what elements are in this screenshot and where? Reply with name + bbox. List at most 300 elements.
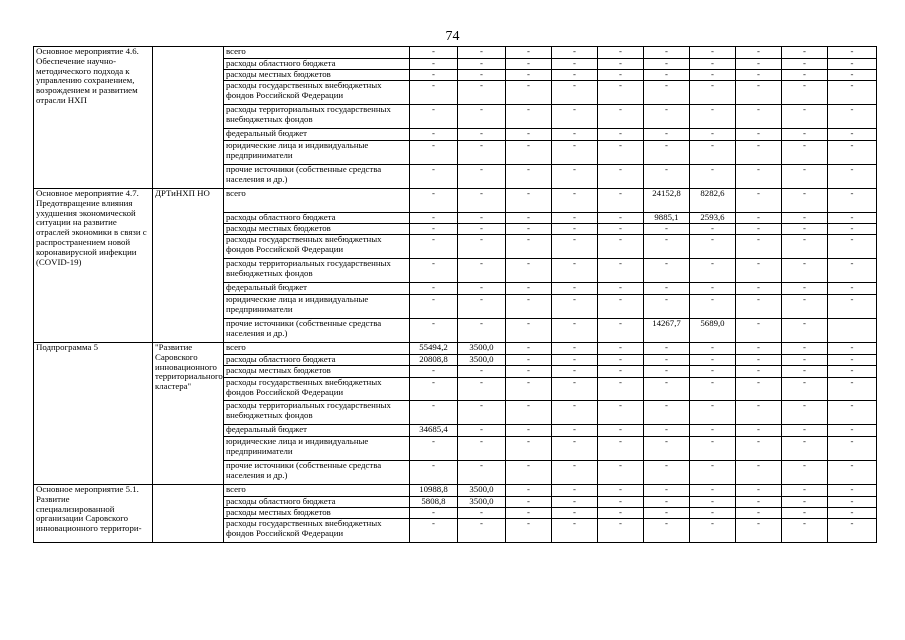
- value-cell: -: [458, 59, 506, 70]
- value-cell: -: [552, 224, 598, 235]
- value-cell: -: [598, 70, 644, 81]
- value-cell: -: [782, 295, 828, 319]
- value-cell: -: [552, 485, 598, 497]
- value-cell: -: [736, 47, 782, 59]
- funding-source: расходы государственных внебюджетных фондов Российской Федерации: [224, 378, 410, 401]
- value-cell: -: [828, 461, 877, 485]
- value-cell: -: [690, 283, 736, 295]
- funding-source: прочие источники (собственные средства населения и др.): [224, 165, 410, 189]
- measure-name: Основное мероприятие 5.1. Развитие специализированной организации Саровского инновационного территори-: [34, 485, 153, 543]
- value-cell: -: [552, 295, 598, 319]
- value-cell: -: [598, 47, 644, 59]
- value-cell: -: [598, 355, 644, 366]
- value-cell: -: [552, 235, 598, 259]
- value-cell: -: [552, 70, 598, 81]
- value-cell: -: [690, 259, 736, 283]
- value-cell: -: [644, 497, 690, 508]
- value-cell: -: [506, 283, 552, 295]
- funding-source: расходы территориальных государственных внебюджетных фондов: [224, 401, 410, 425]
- table-row: [34, 47, 877, 59]
- value-cell: -: [782, 319, 828, 343]
- funding-source: всего: [224, 189, 410, 213]
- value-cell: -: [410, 508, 458, 519]
- value-cell: -: [690, 485, 736, 497]
- value-cell: -: [782, 355, 828, 366]
- value-cell: -: [598, 259, 644, 283]
- value-cell: -: [782, 401, 828, 425]
- value-cell: -: [736, 235, 782, 259]
- value-cell: 5689,0: [690, 319, 736, 343]
- funding-source: федеральный бюджет: [224, 425, 410, 437]
- value-cell: -: [410, 213, 458, 224]
- value-cell: -: [598, 378, 644, 401]
- value-cell: -: [644, 165, 690, 189]
- value-cell: -: [690, 355, 736, 366]
- value-cell: 55494,2: [410, 343, 458, 355]
- value-cell: -: [782, 343, 828, 355]
- value-cell: -: [598, 319, 644, 343]
- value-cell: -: [506, 129, 552, 141]
- value-cell: -: [828, 437, 877, 461]
- value-cell: -: [552, 425, 598, 437]
- funding-source: всего: [224, 485, 410, 497]
- value-cell: -: [782, 425, 828, 437]
- value-cell: -: [552, 213, 598, 224]
- value-cell: -: [736, 213, 782, 224]
- value-cell: -: [690, 461, 736, 485]
- value-cell: -: [828, 343, 877, 355]
- value-cell: 8282,6: [690, 189, 736, 213]
- value-cell: -: [736, 485, 782, 497]
- value-cell: -: [828, 105, 877, 129]
- value-cell: -: [644, 519, 690, 543]
- value-cell: -: [644, 366, 690, 378]
- value-cell: -: [828, 283, 877, 295]
- value-cell: -: [598, 213, 644, 224]
- value-cell: 5808,8: [410, 497, 458, 508]
- value-cell: 9885,1: [644, 213, 690, 224]
- value-cell: [828, 319, 877, 343]
- value-cell: -: [506, 519, 552, 543]
- value-cell: -: [644, 437, 690, 461]
- table-row: [34, 189, 877, 213]
- value-cell: -: [458, 129, 506, 141]
- value-cell: -: [506, 105, 552, 129]
- value-cell: -: [736, 141, 782, 165]
- value-cell: -: [644, 378, 690, 401]
- value-cell: -: [828, 81, 877, 105]
- value-cell: -: [506, 319, 552, 343]
- value-cell: 10988,8: [410, 485, 458, 497]
- value-cell: -: [458, 401, 506, 425]
- funding-source: расходы областного бюджета: [224, 59, 410, 70]
- value-cell: -: [552, 378, 598, 401]
- value-cell: -: [828, 213, 877, 224]
- value-cell: -: [782, 366, 828, 378]
- value-cell: -: [410, 165, 458, 189]
- value-cell: -: [736, 295, 782, 319]
- funding-source: расходы областного бюджета: [224, 497, 410, 508]
- value-cell: -: [410, 378, 458, 401]
- funding-source: расходы территориальных государственных внебюджетных фондов: [224, 105, 410, 129]
- value-cell: -: [598, 437, 644, 461]
- value-cell: -: [598, 283, 644, 295]
- value-cell: -: [736, 319, 782, 343]
- value-cell: -: [828, 425, 877, 437]
- funding-source: прочие источники (собственные средства населения и др.): [224, 461, 410, 485]
- value-cell: -: [552, 519, 598, 543]
- value-cell: -: [736, 165, 782, 189]
- funding-source: расходы местных бюджетов: [224, 508, 410, 519]
- value-cell: -: [458, 235, 506, 259]
- value-cell: -: [506, 81, 552, 105]
- value-cell: -: [782, 508, 828, 519]
- value-cell: -: [506, 189, 552, 213]
- funding-source: расходы государственных внебюджетных фондов Российской Федерации: [224, 235, 410, 259]
- value-cell: -: [410, 70, 458, 81]
- funding-source: расходы государственных внебюджетных фондов Российской Федерации: [224, 81, 410, 105]
- measure-name: Основное мероприятие 4.7. Предотвращение влияния ухудшения экономической ситуации на развитие отраслей экономики в связи с распространением новой коронавирусной инфекции (COVID-19): [34, 189, 153, 343]
- value-cell: -: [598, 141, 644, 165]
- value-cell: -: [644, 105, 690, 129]
- value-cell: -: [644, 224, 690, 235]
- value-cell: -: [644, 81, 690, 105]
- funding-source: юридические лица и индивидуальные предприниматели: [224, 437, 410, 461]
- funding-source: федеральный бюджет: [224, 283, 410, 295]
- value-cell: -: [828, 235, 877, 259]
- responsible-executor: [153, 47, 224, 189]
- value-cell: -: [690, 437, 736, 461]
- value-cell: -: [506, 165, 552, 189]
- value-cell: -: [690, 378, 736, 401]
- value-cell: -: [410, 259, 458, 283]
- value-cell: -: [410, 295, 458, 319]
- value-cell: -: [598, 401, 644, 425]
- value-cell: -: [410, 283, 458, 295]
- value-cell: -: [552, 259, 598, 283]
- value-cell: -: [644, 47, 690, 59]
- value-cell: -: [736, 519, 782, 543]
- value-cell: -: [458, 519, 506, 543]
- value-cell: -: [644, 59, 690, 70]
- page-number: 74: [445, 29, 460, 44]
- funding-source: всего: [224, 343, 410, 355]
- value-cell: -: [410, 224, 458, 235]
- value-cell: -: [736, 224, 782, 235]
- value-cell: -: [782, 259, 828, 283]
- value-cell: -: [458, 295, 506, 319]
- value-cell: -: [410, 519, 458, 543]
- value-cell: -: [644, 259, 690, 283]
- value-cell: -: [782, 129, 828, 141]
- value-cell: -: [828, 485, 877, 497]
- value-cell: -: [506, 235, 552, 259]
- value-cell: -: [690, 165, 736, 189]
- value-cell: -: [552, 105, 598, 129]
- value-cell: -: [410, 401, 458, 425]
- value-cell: -: [736, 81, 782, 105]
- value-cell: -: [690, 235, 736, 259]
- funding-source: юридические лица и индивидуальные предприниматели: [224, 295, 410, 319]
- value-cell: -: [828, 141, 877, 165]
- value-cell: -: [458, 47, 506, 59]
- value-cell: -: [506, 497, 552, 508]
- value-cell: -: [782, 378, 828, 401]
- value-cell: -: [690, 105, 736, 129]
- measure-name: Подпрограмма 5: [34, 343, 153, 485]
- value-cell: -: [782, 437, 828, 461]
- value-cell: -: [598, 497, 644, 508]
- value-cell: -: [782, 224, 828, 235]
- value-cell: -: [782, 189, 828, 213]
- value-cell: -: [690, 59, 736, 70]
- value-cell: -: [598, 425, 644, 437]
- value-cell: -: [828, 508, 877, 519]
- value-cell: -: [644, 70, 690, 81]
- value-cell: -: [552, 401, 598, 425]
- value-cell: -: [828, 295, 877, 319]
- value-cell: -: [506, 259, 552, 283]
- value-cell: 3500,0: [458, 497, 506, 508]
- table-row: [34, 485, 877, 497]
- value-cell: -: [598, 105, 644, 129]
- value-cell: -: [458, 425, 506, 437]
- value-cell: -: [644, 283, 690, 295]
- value-cell: -: [598, 461, 644, 485]
- value-cell: -: [828, 47, 877, 59]
- value-cell: -: [690, 508, 736, 519]
- value-cell: -: [506, 213, 552, 224]
- value-cell: -: [552, 319, 598, 343]
- value-cell: -: [782, 105, 828, 129]
- value-cell: -: [410, 129, 458, 141]
- funding-source: всего: [224, 47, 410, 59]
- value-cell: -: [690, 497, 736, 508]
- value-cell: -: [736, 378, 782, 401]
- value-cell: -: [690, 141, 736, 165]
- value-cell: -: [552, 497, 598, 508]
- value-cell: 3500,0: [458, 355, 506, 366]
- value-cell: -: [410, 461, 458, 485]
- value-cell: -: [644, 295, 690, 319]
- value-cell: -: [410, 47, 458, 59]
- budget-table: [33, 46, 877, 543]
- value-cell: -: [736, 283, 782, 295]
- value-cell: -: [410, 141, 458, 165]
- value-cell: -: [552, 165, 598, 189]
- value-cell: -: [552, 47, 598, 59]
- value-cell: -: [690, 81, 736, 105]
- value-cell: -: [644, 461, 690, 485]
- value-cell: -: [782, 497, 828, 508]
- value-cell: -: [828, 401, 877, 425]
- value-cell: -: [782, 213, 828, 224]
- value-cell: -: [458, 283, 506, 295]
- value-cell: -: [690, 70, 736, 81]
- value-cell: -: [736, 343, 782, 355]
- value-cell: 3500,0: [458, 485, 506, 497]
- value-cell: -: [552, 343, 598, 355]
- value-cell: -: [690, 519, 736, 543]
- value-cell: -: [410, 235, 458, 259]
- measure-name: Основное мероприятие 4.6. Обеспечение научно-методического подхода к управлению сохранением, возрождением и развитием отрасли НХП: [34, 47, 153, 189]
- value-cell: -: [828, 224, 877, 235]
- value-cell: -: [598, 508, 644, 519]
- value-cell: -: [690, 224, 736, 235]
- value-cell: -: [736, 189, 782, 213]
- value-cell: -: [458, 366, 506, 378]
- value-cell: 20808,8: [410, 355, 458, 366]
- value-cell: -: [690, 425, 736, 437]
- value-cell: -: [690, 366, 736, 378]
- value-cell: -: [410, 189, 458, 213]
- value-cell: -: [782, 141, 828, 165]
- value-cell: -: [552, 189, 598, 213]
- value-cell: -: [828, 355, 877, 366]
- value-cell: -: [506, 47, 552, 59]
- value-cell: -: [506, 401, 552, 425]
- value-cell: -: [598, 485, 644, 497]
- value-cell: 14267,7: [644, 319, 690, 343]
- value-cell: -: [598, 165, 644, 189]
- value-cell: -: [598, 519, 644, 543]
- value-cell: -: [458, 165, 506, 189]
- value-cell: -: [506, 508, 552, 519]
- value-cell: -: [690, 295, 736, 319]
- value-cell: -: [828, 165, 877, 189]
- value-cell: -: [644, 141, 690, 165]
- value-cell: -: [458, 70, 506, 81]
- responsible-executor: [153, 485, 224, 543]
- value-cell: -: [552, 508, 598, 519]
- value-cell: -: [736, 129, 782, 141]
- value-cell: 24152,8: [644, 189, 690, 213]
- value-cell: -: [782, 485, 828, 497]
- value-cell: -: [644, 129, 690, 141]
- value-cell: -: [458, 437, 506, 461]
- value-cell: -: [458, 81, 506, 105]
- value-cell: -: [644, 485, 690, 497]
- value-cell: -: [458, 189, 506, 213]
- value-cell: -: [644, 235, 690, 259]
- value-cell: -: [552, 129, 598, 141]
- funding-source: юридические лица и индивидуальные предприниматели: [224, 141, 410, 165]
- value-cell: -: [828, 70, 877, 81]
- value-cell: -: [458, 141, 506, 165]
- value-cell: -: [828, 366, 877, 378]
- value-cell: -: [736, 59, 782, 70]
- value-cell: -: [598, 189, 644, 213]
- value-cell: -: [782, 70, 828, 81]
- value-cell: -: [552, 141, 598, 165]
- value-cell: -: [736, 259, 782, 283]
- value-cell: -: [736, 355, 782, 366]
- value-cell: -: [736, 70, 782, 81]
- value-cell: -: [690, 343, 736, 355]
- value-cell: -: [828, 259, 877, 283]
- value-cell: -: [782, 235, 828, 259]
- value-cell: -: [410, 319, 458, 343]
- value-cell: -: [410, 437, 458, 461]
- value-cell: -: [736, 366, 782, 378]
- value-cell: -: [506, 437, 552, 461]
- value-cell: -: [598, 295, 644, 319]
- value-cell: 3500,0: [458, 343, 506, 355]
- funding-source: федеральный бюджет: [224, 129, 410, 141]
- value-cell: -: [506, 295, 552, 319]
- funding-source: расходы государственных внебюджетных фондов Российской Федерации: [224, 519, 410, 543]
- value-cell: -: [690, 47, 736, 59]
- value-cell: -: [736, 461, 782, 485]
- value-cell: -: [644, 401, 690, 425]
- value-cell: -: [782, 59, 828, 70]
- funding-source: расходы областного бюджета: [224, 213, 410, 224]
- value-cell: -: [506, 485, 552, 497]
- value-cell: -: [458, 105, 506, 129]
- value-cell: -: [506, 461, 552, 485]
- funding-source: расходы местных бюджетов: [224, 70, 410, 81]
- value-cell: -: [644, 508, 690, 519]
- value-cell: -: [458, 213, 506, 224]
- value-cell: -: [552, 437, 598, 461]
- value-cell: -: [736, 105, 782, 129]
- value-cell: -: [690, 401, 736, 425]
- value-cell: -: [736, 401, 782, 425]
- value-cell: -: [736, 425, 782, 437]
- value-cell: -: [644, 343, 690, 355]
- value-cell: -: [506, 378, 552, 401]
- funding-source: расходы территориальных государственных внебюджетных фондов: [224, 259, 410, 283]
- funding-source: расходы областного бюджета: [224, 355, 410, 366]
- value-cell: -: [506, 355, 552, 366]
- value-cell: -: [410, 366, 458, 378]
- value-cell: -: [506, 366, 552, 378]
- value-cell: -: [506, 343, 552, 355]
- value-cell: -: [828, 59, 877, 70]
- value-cell: -: [828, 497, 877, 508]
- value-cell: -: [828, 129, 877, 141]
- value-cell: -: [598, 59, 644, 70]
- funding-source: расходы местных бюджетов: [224, 224, 410, 235]
- value-cell: -: [410, 81, 458, 105]
- value-cell: -: [782, 165, 828, 189]
- value-cell: -: [552, 59, 598, 70]
- value-cell: -: [828, 378, 877, 401]
- value-cell: -: [552, 355, 598, 366]
- value-cell: -: [690, 129, 736, 141]
- value-cell: -: [552, 81, 598, 105]
- value-cell: -: [782, 461, 828, 485]
- value-cell: -: [506, 59, 552, 70]
- value-cell: -: [598, 81, 644, 105]
- value-cell: -: [736, 497, 782, 508]
- value-cell: -: [782, 47, 828, 59]
- value-cell: -: [506, 425, 552, 437]
- funding-source: прочие источники (собственные средства населения и др.): [224, 319, 410, 343]
- value-cell: 34685,4: [410, 425, 458, 437]
- value-cell: -: [598, 129, 644, 141]
- value-cell: -: [458, 224, 506, 235]
- value-cell: -: [782, 81, 828, 105]
- value-cell: -: [458, 508, 506, 519]
- funding-source: расходы местных бюджетов: [224, 366, 410, 378]
- value-cell: -: [644, 355, 690, 366]
- responsible-executor: "Развитие Саровского инновационного территориального кластера": [153, 343, 224, 485]
- value-cell: -: [598, 235, 644, 259]
- value-cell: -: [828, 519, 877, 543]
- value-cell: -: [644, 425, 690, 437]
- table-row: [34, 343, 877, 355]
